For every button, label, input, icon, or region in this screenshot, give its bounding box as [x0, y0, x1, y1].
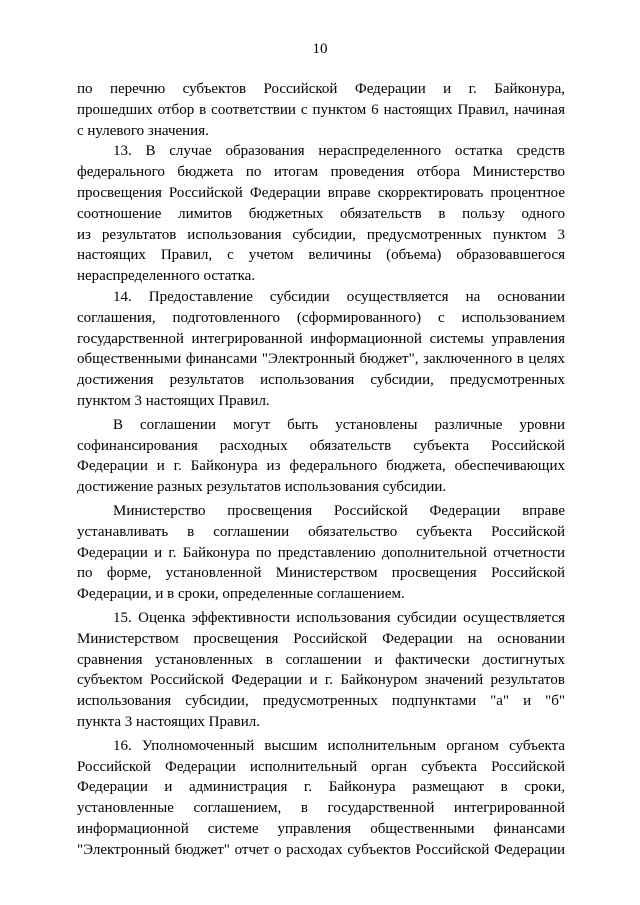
text-line: Федерации и г. Байконура по представлению дополнительной отчетности	[77, 544, 565, 561]
document-body	[77, 79, 565, 860]
text-line: настоящих Правил, с учетом величины (объема) образовавшегося	[77, 247, 565, 264]
text-line: Федерации и администрация г. Байконура размещают в сроки,	[77, 779, 565, 796]
text-line: Российской Федерации исполнительный орган субъекта Российской	[77, 758, 565, 775]
text-line: соглашения, подготовленного (сформированного) с использованием	[77, 309, 565, 326]
text-line: общественными финансами "Электронный бюджет", заключенного в целях	[77, 351, 565, 368]
text-line: по перечню субъектов Российской Федерации и г. Байконура,	[77, 81, 565, 97]
text-line: пункта 3 настоящих Правил.	[77, 713, 261, 730]
text-line: софинансирования расходных обязательств субъекта Российской	[77, 437, 565, 454]
text-line: 14. Предоставление субсидии осуществляется на основании	[113, 288, 565, 305]
text-line: установленные соглашением, в государственной интегрированной	[77, 800, 565, 817]
text-line: устанавливать в соглашении обязательство субъекта Российской	[77, 523, 565, 540]
text-line: 13. В случае образования нераспределенного остатка средств	[113, 143, 565, 160]
text-line: прошедших отбор в соответствии с пунктом 6 настоящих Правил, начиная	[77, 101, 565, 118]
text-line: достижение разных результатов использования субсидии.	[77, 479, 447, 496]
text-line: Министерство просвещения Российской Федерации вправе	[113, 502, 565, 519]
text-line: пунктом 3 настоящих Правил.	[77, 392, 270, 409]
text-line: с нулевого значения.	[77, 122, 209, 139]
text-line: Федерации и г. Байконура из федерального бюджета, обеспечивающих	[77, 458, 565, 475]
text-line: Министерством просвещения Российской Федерации на основании	[77, 630, 565, 647]
text-line: федерального бюджета по итогам проведения отбора Министерство	[77, 164, 565, 181]
text-line: "Электронный бюджет" отчет о расходах субъектов Российской Федерации	[77, 841, 565, 858]
text-line: информационной системе управления общественными финансами	[77, 820, 565, 837]
text-line: по форме, установленной Министерством просвещения Российской	[77, 565, 565, 582]
text-line: из результатов использования субсидии, предусмотренных пунктом 3	[77, 226, 565, 243]
page-number: 10	[312, 41, 328, 57]
text-line: просвещения Российской Федерации вправе скорректировать процентное	[77, 184, 565, 201]
text-line: 15. Оценка эффективности использования субсидии осуществляется	[113, 609, 565, 626]
text-line: субъектом Российской Федерации и г. Байконуром значений результатов	[77, 672, 565, 689]
text-line: соотношение лимитов бюджетных обязательств в пользу одного	[77, 205, 565, 222]
text-line: В соглашении могут быть установлены различные уровни	[113, 416, 565, 433]
text-line: нераспределенного остатка.	[77, 268, 256, 285]
text-line: сравнения установленных в соглашении и фактически достигнутых	[77, 651, 565, 668]
text-line: достижения результатов использования субсидии, предусмотренных	[77, 372, 565, 389]
text-line: использования субсидии, предусмотренных подпунктами "а" и "б"	[77, 693, 565, 710]
text-line: Федерации, и в сроки, определенные соглашением.	[77, 586, 405, 603]
text-line: 16. Уполномоченный высшим исполнительным органом субъекта	[113, 737, 565, 754]
text-line: государственной интегрированной информационной системы управления	[77, 330, 565, 347]
